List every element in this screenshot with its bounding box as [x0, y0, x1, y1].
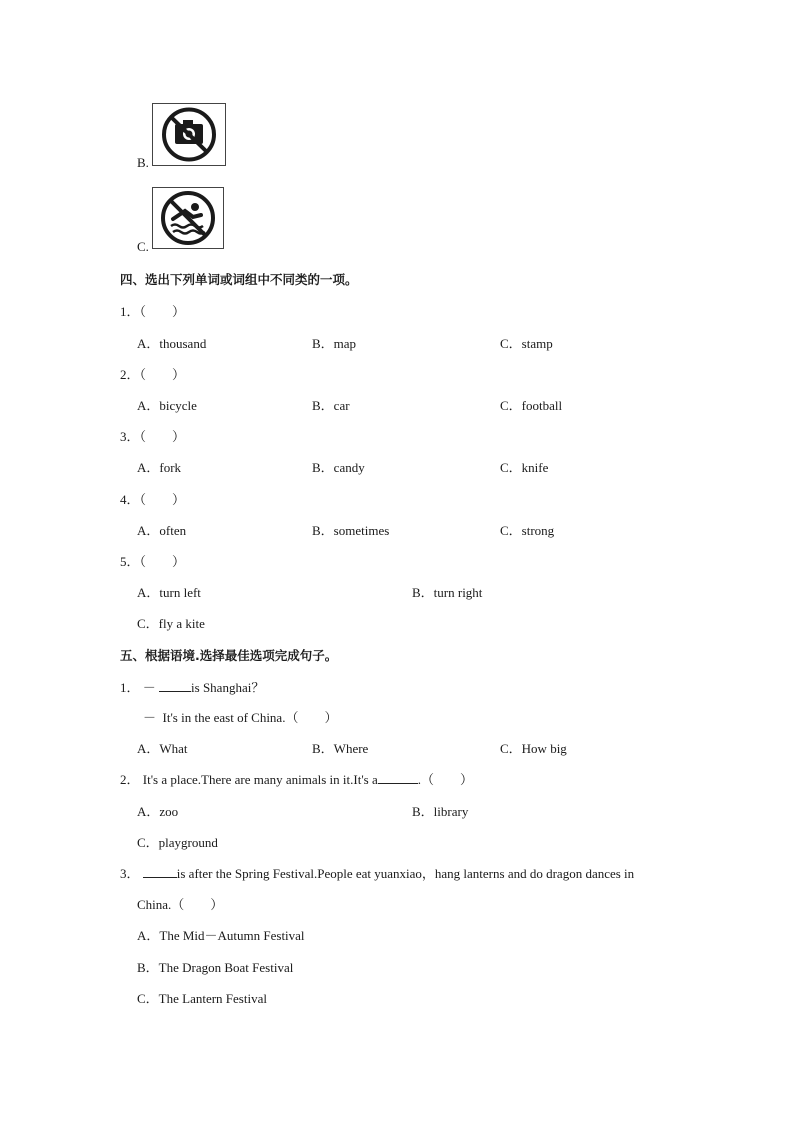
option-b: B．The Dragon Boat Festival [137, 960, 294, 975]
option-c: C．playground [137, 835, 218, 850]
question-text: is Shanghai？ [191, 680, 265, 695]
answer-blank [143, 866, 177, 878]
question-1 [120, 677, 264, 696]
option-c-letter: C. [137, 239, 149, 254]
option-b: B．turn right [412, 585, 483, 600]
option-b-letter: B. [137, 155, 149, 170]
option-b: B．car [312, 398, 350, 413]
option-b: B．sometimes [312, 523, 390, 538]
option-a: A．What [137, 741, 188, 756]
question-number: 1．（ ） [120, 304, 186, 319]
option-a: A．bicycle [137, 398, 197, 413]
question-2 [120, 769, 473, 788]
section-4-title: 四、选出下列单词或词组中不同类的一项。 [120, 272, 358, 287]
question-3-continued: China.（ ） [137, 897, 224, 912]
question-3 [120, 863, 634, 882]
dialogue-dash: － [143, 710, 157, 725]
question-number: 2． [120, 772, 140, 787]
no-camera-sign-icon [152, 103, 226, 166]
no-swimming-sign-icon [152, 187, 224, 249]
answer-blank [378, 772, 418, 784]
question-number: 3．（ ） [120, 429, 186, 444]
option-b: B．library [412, 804, 469, 819]
option-b: B．candy [312, 460, 365, 475]
dialogue-dash: － [142, 680, 156, 695]
question-number: 4．（ ） [120, 492, 186, 507]
option-c: C．strong [500, 523, 555, 538]
option-a: A．often [137, 523, 187, 538]
option-a: A．fork [137, 460, 182, 475]
option-a: A．thousand [137, 336, 207, 351]
option-c: C．stamp [500, 336, 553, 351]
answer-blank [159, 680, 191, 692]
question-number: 1． [120, 680, 140, 695]
question-number: 2．（ ） [120, 367, 186, 382]
option-b: B．map [312, 336, 357, 351]
question-end: .（ ） [417, 772, 474, 787]
response-text: It's in the east of China.（ ） [162, 710, 338, 725]
option-c: C．knife [500, 460, 549, 475]
question-text: It's a place.There are many animals in it.It's a [142, 772, 378, 787]
question-number: 3． [120, 866, 140, 881]
question-number: 5．（ ） [120, 554, 186, 569]
option-a: A．The Mid－Autumn Festival [137, 928, 305, 943]
question-text: is after the Spring Festival.People eat yuanxiao，hang lanterns and do dragon dances in [176, 866, 635, 881]
option-c: C．fly a kite [137, 616, 205, 631]
option-a: A．turn left [137, 585, 201, 600]
section-5-title: 五、根据语境.选择最佳选项完成句子。 [120, 648, 338, 663]
option-c: C．football [500, 398, 563, 413]
option-b: B．Where [312, 741, 369, 756]
question-1-response [143, 707, 337, 726]
option-a: A．zoo [137, 804, 179, 819]
option-c: C．The Lantern Festival [137, 991, 267, 1006]
option-c: C．How big [500, 741, 567, 756]
